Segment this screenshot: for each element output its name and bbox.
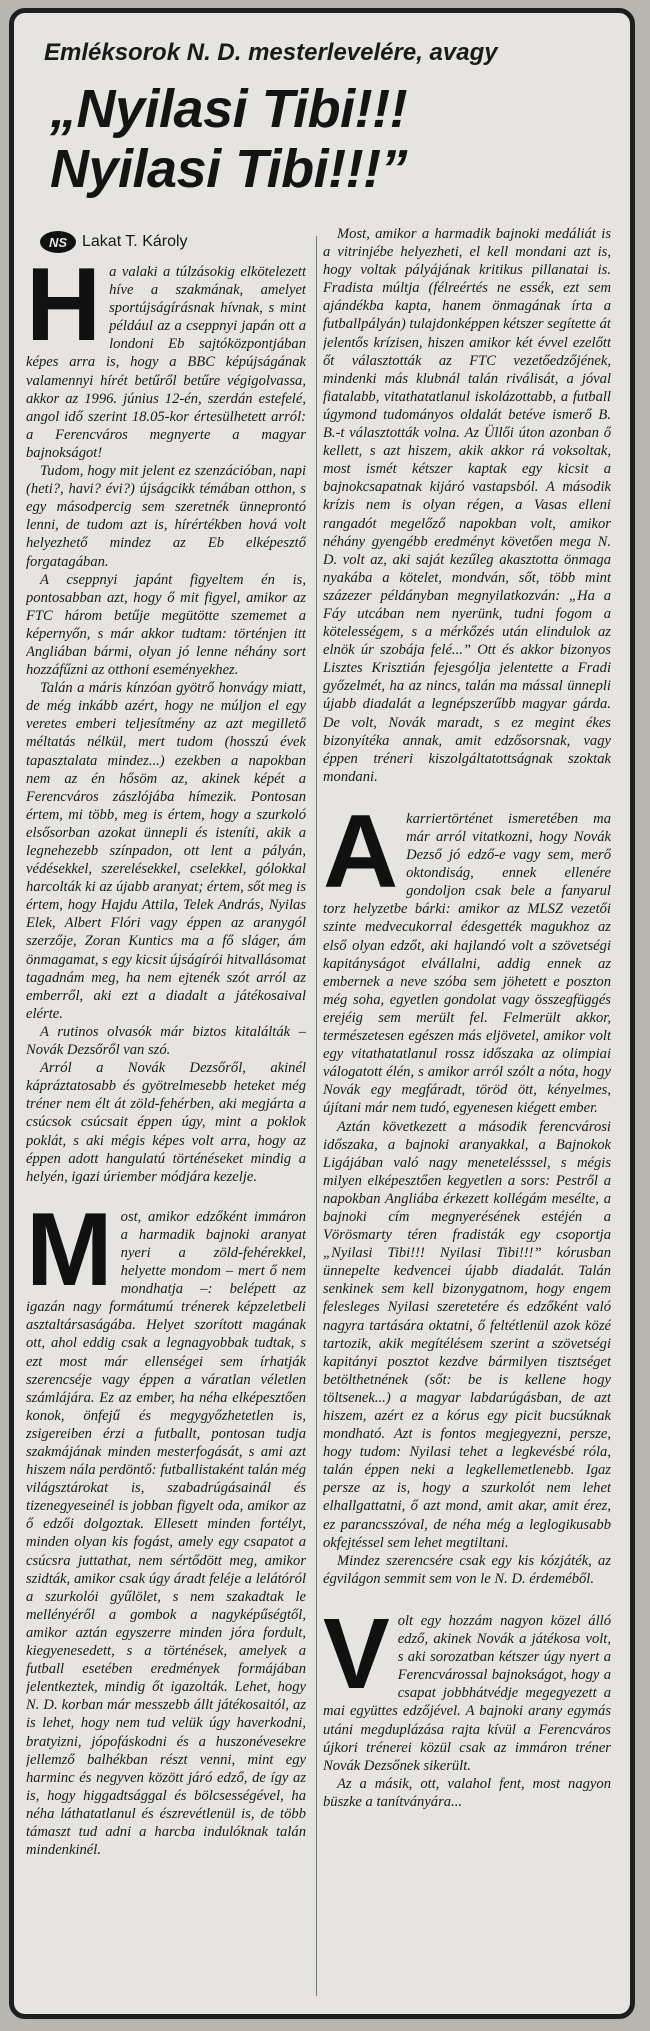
column-divider (316, 236, 317, 1996)
section-2 (26, 1191, 306, 1859)
section-3 (323, 793, 611, 1588)
headline-line-2: Nyilasi Tibi!!!” (50, 139, 408, 199)
paragraph: karriertörténet ismeretében ma már arról vitatkozni, hogy Novák Dezső jó edző-e vagy sem, merő oktondiság, ennek ellenére gondoljon csak bele a fanyarul torz helyzetbe bárki: amikor az MLSZ vezetői szinte medvecukorral édesgették magukhoz az első olyan edzőt, aki hajlandó volt a szövetségi kapitányságot elvállalni, addig ennek az embernek a neve szóba sem jöhetett e poszton még soha, egyetlen gondolat vagy összegfüggés erejéig sem merült fel. Felmerült akkor, természetesen egészen más eljövetel, amikor volt egy vitathatatlanul rossz időszaka az olimpiai válogatott élén, s amikor arról szólt a nóta, hogy Novák egy megfáradt, töröd ött, kényelmes, újítani már nem tudó, egyenesen kiégett ember. (323, 810, 611, 1117)
drop-cap-a: A (323, 793, 399, 910)
kicker: Emléksorok N. D. mesterlevelére, avagy (44, 39, 498, 66)
paragraph: A rutinos olvasók már biztos kitalálták – Novák Dezsőről van szó. (26, 1023, 306, 1059)
left-column (26, 263, 306, 2008)
paragraph: Az a másik, ott, valahol fent, most nagyon büszke a tanítványára... (323, 1775, 611, 1810)
paragraph: A cseppnyi japánt figyeltem én is, pontosabban azt, hogy ő mit figyel, amikor az FTC három betűje megütötte szememet a képernyőn, s már akkor tudtam: történjen itt Angliában bármi, olyan jó lenne néhány sort hozzáfűzni az otthoni eseményekhez. (26, 571, 306, 679)
drop-cap-v: V (323, 1597, 390, 1710)
right-column (323, 225, 611, 2005)
drop-cap-h: H (26, 263, 102, 363)
paragraph: a valaki a túlzásokig elkötelezett híve a szakmának, amelyet sportújságírásnak hívnak, s mint például az a cseppnyi japán ott a londoni Eb sajtóközpontjában képes arra is, hogy a BBC képújságának valamennyi hírét betűről betűre végigolvassa, akkor az 1996. június 12-én, szerdán estefelé, angol idő szerint 18.05-kor értesülhetett arról: a Ferencváros megnyerte a magyar bajnokságot! (26, 264, 306, 461)
paragraph: ost, amikor edzőként immáron a harmadik bajnoki aranyat nyeri a zöld-fehérekkel, helyette mondom – mert ő nem mondhatja –: belépett az igazán nagy formátumú trénerek képzeletbeli asztaltársaságába. Helyet szorított magának ott, ahol eddig csak a legnagyobbak tudtak, s ezt most már ellenségei sem írhatják szerencséje vagy éppen a váratlan véletlen számlájára. Ez az ember, ha néha elképesztően konok, önfejű és megygyőzhetetlen is, zsigereiben érzi a futballt, pontosan tudja szakmájának minden mesterfogását, s ami azt hiszem nála perdöntő: futballistaként talán még világsztárokat is, szabadrúgásainál és tizenegyeseinél is jobban figyelt oda, amikor az ő edzői dolgoztak. Ellesett minden fortélyt, minden olyan kis fogást, amely egy csapatot a csúcsra juttathat, nem sértődött meg, amikor szidták, amikor csak úgy áradt feléje a lelátóról a szurkolói gyűlölet, s nem szakadtak le mellényéről a gombok a nagyképűségtől, amikor aztán egyszerre minden jóra fordult, kiegyenesedett, s a történések, amelyek a futball esetében eredmények formájában jelentkeztek, mindig őt igazolták. Lehet, hogy N. D. korban már messzebb állt játékosaitól, az is lehet, hogy nem tud velük úgy haverkodni, bratyizni, jópofáskodni és a huszonévesekre jellemző balhékban részt venni, mint egy harminc és negyven között járó edző, de így az is, hogy higgadtsággal és bölcsességével, ha néha láthatatlanul és észrevétlenül is, de több támaszt tud adni a harcba indulóknak talán mindenkinél. (26, 1208, 306, 1859)
headline-line-1: „Nyilasi Tibi!!! (50, 79, 408, 139)
headline (50, 79, 630, 199)
paragraph: Aztán következett a második ferencvárosi időszaka, a bajnoki aranyakkal, a Bajnokok Ligájában való nagy menetelésssel, s mégis milyen elképesztően kegyetlen a sors: Pestről a napokban Angliába érkezett kollégám mesélte, a bajnoki cím megnyerésének estéjén a Vörösmarty téren fradisták egy csoportja „Nyilasi Tibi!!! Nyilasi Tibi!!!” kórusban ünnepelte kedvencei újabb diadalát. Talán senkinek sem kell bizonygatnom, hogy engem felesleges Nyilasi szeretetére és edzőként való nagyra tartására oktatni, ő feltétlenül azok közé tartozik, akik megítélésem szerint a szövetségi kapitányi posztot kezdve bármilyen tisztséget betölthetnének (sőt: be is kellene hogy töltsenek...) a magyar labdarúgásban, de azt hiszem, azért ez a kórus egy picit bucsúknak mondható. Azt is fontos megjegyezni, persze, hogy tudom: Nyilasi tehet a legkevésbé róla, talán éppen neki a legkellemetlenebb. Igaz persze az is, hogy a szurkolót nem lehet elhallgattatni, ő azt mond, amit akar, amit érez, ez parancsszóval, de néha még a leglogikusabb okfejtéssel sem lehet megtiltani. (323, 1118, 611, 1551)
paragraph: Tudom, hogy mit jelent ez szenzációban, napi (heti?, havi? évi?) újságcikk témában otthon, s egy másodpercig sem szeretnék ünneprontó lenni, de tudom azt is, hírértékben hová volt helyezhető mindez az Eb elképesztő forgatagában. (26, 463, 306, 570)
paragraph: Most, amikor a harmadik bajnoki medáliát is a vitrinjébe helyezheti, el kell mondani azt is, hogy voltak pályájának kritikus pillanatai is. Fradista múltja (félreértés ne essék, ezt sem ajándékba kapta, hanem önmagának írta a futballpályán) tulajdonképpen kétszer segítette át jelentős krízisen, hiszen amikor két évvel ezelőtt őt választották az FTC vezetőedzőjének, mindenki más klubnál talán riválisát, a jóval fiatalabb, vitathatatlanul iskolázottabb, a futball úgymond tudományos oldalát betéve ismerő B. B.-t választották volna. Az Üllői úton azonban ő kellett, s azt hiszem, akik akkor rá voksoltak, most ismét kétszer kaptak egy kicsit a bajnokcsapatnak kijáró vastapsból. A második krízis nem is olyan régen, a Vasas elleni rangadót megelőző napokban volt, amikor néhány gyengébb eredményt követően mega N. D. volt az, aki saját kezűleg akasztotta önmaga nyakába a kötelet, mondván, sőt, több mint százezer példányban megnyilatkozván: „Ha a Fáy utcában nem nyerünk, tudni fogom a kötelességem, s a mérkőzés után elindulok az elnök úr szobája felé...” Ott és akkor bizonyos Lisztes Krisztián fejesgólja jelentette a Fradi győzelmét, ha az nincs, talán ma mással ünnepli újabb diadalát a legnépszerűbb magyar gárda. De volt, Novák maradt, s ez megint ékes bizonyítéka annak, amit edzősorsnak, vagy éppen tréneri kiszolgáltatottságnak szoktak mondani. (323, 226, 611, 785)
byline (40, 229, 188, 255)
paragraph: Arról a Novák Dezsőről, akinél kápráztatosabb és gyötrelmesebb heteket még tréner nem élt át zöld-fehérben, aki megjárta a csúcsok csúcsait éppen úgy, mint a poklok poklát, s aki mégis képes volt arra, hogy az éppen adott hangulatú történéseket mindig a helyén, igazi úriember módjára kezelje. (26, 1060, 306, 1185)
paragraph: olt egy hozzám nagyon közel álló edző, akinek Novák a játékosa volt, s aki sorozatban kétszer úgy nyert a Ferencvárossal bajnokságot, hogy a csapat jobbhátvédje megegyezett a mai együttes edzőjével. A bajnoki arany egymás utáni megduplázása rajta kívül a Ferencváros újkori trénerei közül csak az immáron tréner Novák Dezsőnek sikerült. (323, 1612, 611, 1774)
ns-logo: NS (40, 231, 76, 253)
paragraph: Talán a máris kínzóan gyötrő honvágy miatt, de még inkább azért, hogy ne múljon el egy veretes emberi teljesítmény az azt megillető méltatás nélkül, mert tudom (hosszú évek tapasztalata mindez...) ezekben a napokban nem az én hősöm az, akinek képét a Ferencváros zászlójába hímezik. Pontosan értem, mi több, meg is értem, hogy a szurkoló elsősorban azokat ünnepli és isteníti, akik a legnehezebb színpadon, ott lent a pályán, védésekkel, szerelésekkel, cselekkel, gólokkal harcolták ki az újabb aranyat; értem, sőt meg is értem, hogy Hajdu Attila, Telek András, Nyilas Elek, Albert Flóri vagy éppen az aranygól szerzője, Zoran Kuntics ma a fő sláger, ám önmagamat, s egy kicsit újságírói hitvallásomat tagadnám meg, ha nem ejtenék szót arról az emberről, aki ezt a diadalt a játékosaival elérte. (26, 680, 306, 1022)
author: Lakat T. Károly (82, 233, 188, 250)
drop-cap-m: M (26, 1191, 113, 1308)
section-4 (323, 1597, 611, 1811)
paragraph: Mindez szerencsére csak egy kis kózjáték, az égvilágon semmit sem von le N. D. érdeméből. (323, 1552, 611, 1587)
